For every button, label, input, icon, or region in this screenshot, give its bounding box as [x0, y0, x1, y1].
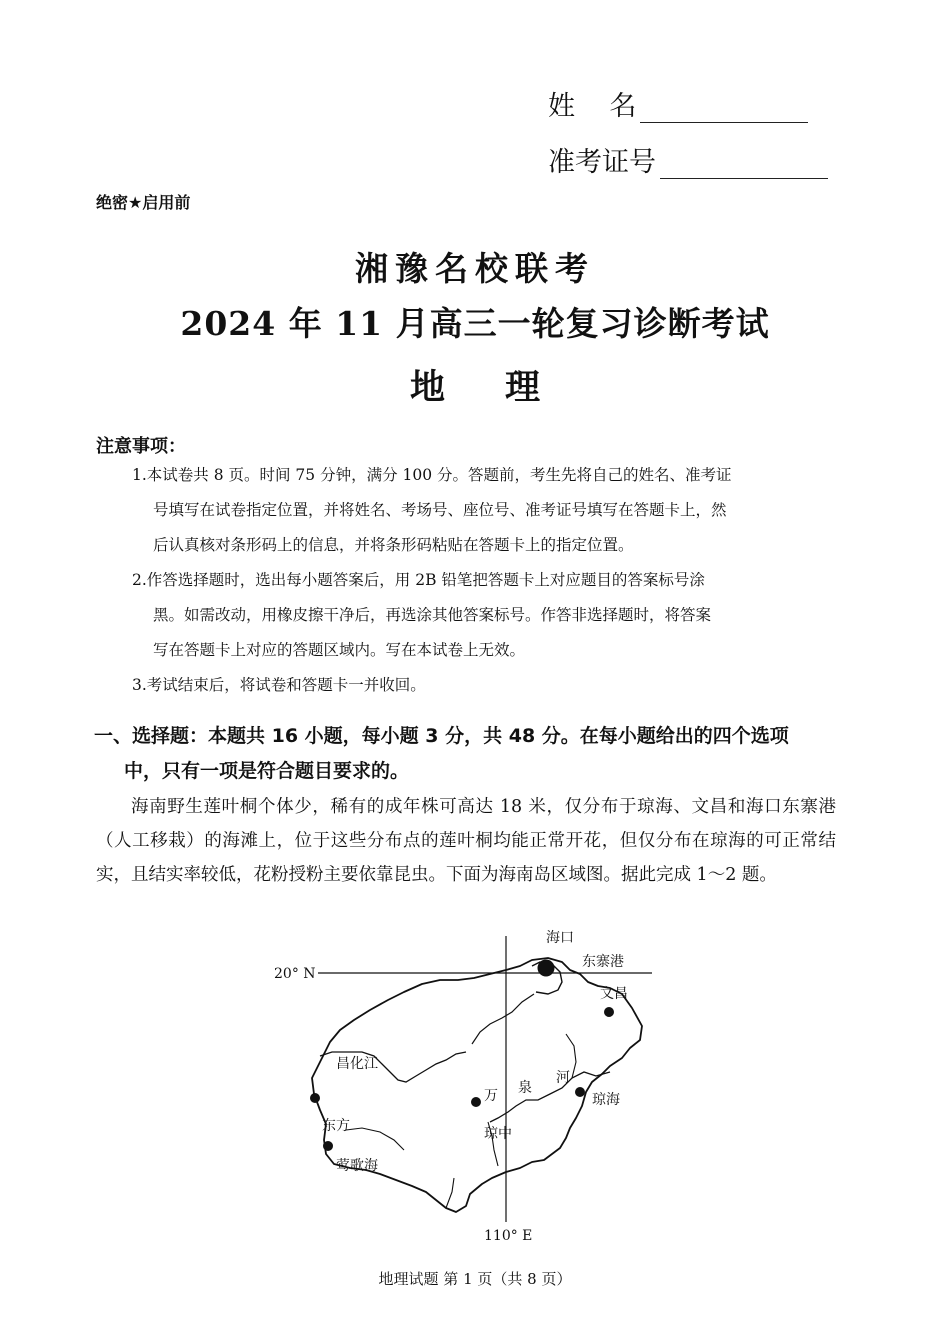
qionghai-label: 琼海 — [592, 1092, 620, 1108]
wenchang-marker — [604, 1007, 614, 1017]
page-footer: 地理试题 第 1 页（共 8 页） — [378, 1270, 572, 1288]
qiongzhong-label: 琼中 — [484, 1126, 512, 1142]
wanquan-river-label-2: 泉 — [518, 1080, 532, 1096]
haikou-label: 海口 — [546, 930, 574, 946]
secret-mark: 绝密★启用前 — [96, 193, 191, 212]
exam-title-main: 2024 年 11 月高三一轮复习诊断考试 — [180, 304, 770, 343]
south-stream-3 — [446, 1178, 454, 1208]
notice-item-1: 1.本试卷共 8 页。时间 75 分钟，满分 100 分。答题前，考生先将自己的姓名、准考证 号填写在试卷指定位置，并将姓名、考场号、座位号、准考证号填写在答题卡上，然 后认真核对条形码上的信息，并将条形码粘贴在答题卡上的指定位置。 — [132, 466, 732, 554]
dongzhaigang-label: 东寨港 — [582, 954, 624, 970]
changhua-river-label: 昌化江 — [336, 1056, 378, 1072]
exam-id-blank[interactable] — [660, 148, 828, 179]
qionghai-marker — [575, 1087, 585, 1097]
wenchang-label: 文昌 — [600, 986, 628, 1002]
yinggehai-label: 莺歌海 — [336, 1158, 378, 1174]
south-stream-1 — [346, 1128, 404, 1150]
name-label: 姓 名 — [548, 91, 637, 122]
exam-id-field-row — [548, 140, 828, 179]
dongfang-label: 东方 — [322, 1118, 350, 1134]
dongfang-marker — [310, 1093, 320, 1103]
latitude-label: 20° N — [274, 966, 316, 982]
longitude-label: 110° E — [484, 1228, 533, 1242]
wanquan-river-label-3: 河 — [556, 1070, 570, 1086]
exam-title-org: 湘豫名校联考 — [355, 249, 595, 288]
yinggehai-marker — [323, 1141, 333, 1151]
notice-item-2: 2.作答选择题时，选出每小题答案后，用 2B 铅笔把答题卡上对应题目的答案标号涂 黑。如需改动，用橡皮擦干净后，再选涂其他答案标号。作答非选择题时，将答案 写在答题卡上对应的答题区域内。写在本试卷上无效。 — [132, 571, 712, 659]
exam-subject: 地理 — [409, 367, 600, 408]
nandu-river — [472, 994, 534, 1044]
qiongzhong-marker — [471, 1097, 481, 1107]
hainan-map — [270, 922, 670, 1242]
notice-item-3: 3.考试结束后，将试卷和答题卡一并收回。 — [132, 676, 426, 694]
name-field-row — [548, 84, 808, 123]
name-blank[interactable] — [640, 92, 808, 123]
notice-heading: 注意事项： — [96, 436, 186, 457]
question-passage: 海南野生莲叶桐个体少，稀有的成年株可高达 18 米，仅分布于琼海、文昌和海口东寨港（人工移栽）的海滩上，位于这些分布点的莲叶桐均能正常开花，但仅分布在琼海的可正常结实，且结实率较低，花粉授粉主要依靠昆虫。下面为海南岛区域图。据此完成 1～2 题。 — [96, 797, 836, 885]
wanquan-river-label-1: 万 — [484, 1088, 498, 1104]
section-heading: 一、选择题：本题共 16 小题，每小题 3 分，共 48 分。在每小题给出的四个选项 中，只有一项是符合题目要求的。 — [94, 725, 789, 782]
haikou-marker — [538, 960, 555, 977]
exam-id-label: 准考证号 — [548, 147, 656, 178]
notice-list — [132, 458, 832, 703]
